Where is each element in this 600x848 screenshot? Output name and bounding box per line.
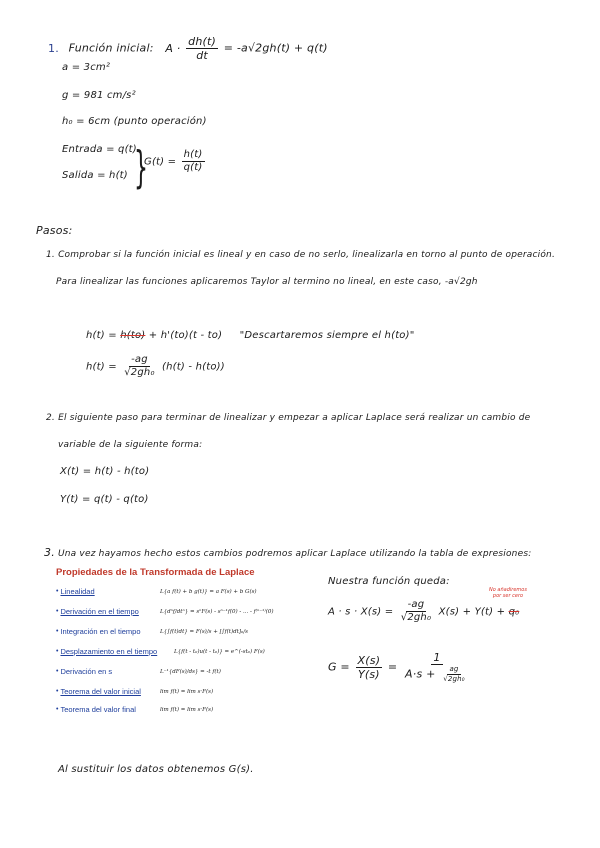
result-fraction [399,600,433,623]
final-text: Al sustituir los datos obtenemos G(s). [58,764,254,775]
step1-text: Comprobar si la función inicial es lineal y en caso de no serlo, linealizarla en torno al punto de operación. [58,250,556,260]
step2-number: 2. [46,413,55,423]
g-result-fraction [356,655,383,680]
step1-line2: Para linealizar las funciones aplicaremos Taylor al termino no lineal, en este caso, -a√2gh [56,277,478,287]
step3-text: Una vez hayamos hecho estos cambios podremos aplicar Laplace utilizando la tabla de expresiones: [57,549,532,559]
eq-rhs: = -a√2gh(t) + q(t) [223,41,328,55]
lin-numerator: -ag [131,354,148,365]
result-eq-left: A · s · X(s) = [328,606,394,618]
step1-number: 1. [46,250,55,260]
brace-symbol: } [134,142,148,193]
step1-line1 [46,250,555,260]
var-y: Y(t) = q(t) - q(to) [60,494,149,505]
g-final-numerator: 1 [433,651,441,664]
entrada-label: Entrada = q(t) [62,144,137,155]
eq-denominator: dt [196,49,208,62]
step2-line2: variable de la siguiente forma: [58,440,203,450]
table-row [56,627,141,636]
g-final-den-den: √2gh₀ [443,675,465,683]
table-row [56,587,95,596]
row-formula: lim f(t) = lim s·F(s) [160,689,214,695]
g-result-equals: = [387,660,398,674]
g-final-den-a: A·s + [405,667,436,681]
lin-lhs: h(t) = [86,361,117,373]
function-header [48,36,328,61]
pasos-title: Pasos: [36,224,73,237]
lin-rhs: (h(t) - h(to)) [162,361,225,373]
g-final-den-fraction [441,666,467,683]
row-label: Integración en el tiempo [60,627,141,636]
step2-line1 [46,413,530,423]
eq-numerator: dh(t) [188,35,217,48]
table-row [56,705,136,714]
row-formula: L⁻¹{dF(s)/ds} = -t f(t) [160,669,221,675]
bullet-icon: • [56,648,59,655]
result-denominator: √2gh₀ [400,612,432,623]
step3-line [44,546,531,559]
g-result-denominator: Y(s) [357,668,380,681]
table-row [56,607,139,616]
linearized-eq [86,355,225,378]
taylor-derivative: + h'(to)(t - to) [148,330,223,341]
row-formula: L{∫f(t)dt} = F(s)/s + [∫f(t)dt]₀/s [160,629,248,635]
bullet-icon: • [56,608,59,615]
result-title: Nuestra función queda: [328,576,450,587]
g-denominator: q(t) [183,162,203,173]
result-numerator: -ag [407,599,425,610]
eq-lhs: A · [165,41,181,55]
step2-text: El siguiente paso para terminar de linealizar y empezar a aplicar Laplace será realizar un cambio de [58,413,531,423]
g-final-den-num: ag [449,665,459,673]
g-fraction [182,150,205,173]
g-result-lhs: G = [328,660,350,674]
table-row [56,687,141,696]
function-label: Función inicial: [68,41,154,55]
row-formula: L{dⁿf/dtⁿ} = sⁿF(s) - sⁿ⁻¹f(0) - ... - f⁽ⁿ⁻¹⁾(0) [160,609,274,615]
param-g: g = 981 cm/s² [62,90,136,101]
section-number: 1. [48,41,59,55]
row-formula: L{a f(t) + b g(t)} = a F(s) + b G(s) [160,589,257,595]
row-label: Derivación en el tiempo [60,607,139,616]
g-final-fraction [403,652,471,683]
param-h0: h₀ = 6cm (punto operación) [62,116,207,127]
g-result [328,652,473,683]
g-result-numerator: X(s) [357,654,381,667]
g-final-denominator [403,665,471,683]
row-formula: L{f(t - t₀)u(t - t₀)} = e^(-st₀) F(s) [174,649,265,655]
result-equation [328,600,519,623]
transfer-function [144,150,207,173]
derivative-fraction [186,36,218,61]
laplace-properties-table [52,565,302,717]
var-x: X(t) = h(t) - h(to) [60,466,150,477]
taylor-expansion [86,330,415,341]
param-a: a = 3cm² [62,62,111,73]
row-label: Teorema del valor inicial [60,687,141,696]
bullet-icon: • [56,706,59,713]
step3-number: 3. [44,546,55,559]
taylor-lhs: h(t) = [86,330,117,341]
row-label: Derivación en s [60,667,113,676]
g-numerator: h(t) [183,149,203,160]
table-title: Propiedades de la Transformada de Laplace [56,567,255,578]
bullet-icon: • [56,588,59,595]
red-annotation: No añadiremos por ser cero [489,587,527,599]
taylor-note: "Descartaremos siempre el h(to)" [239,330,415,341]
row-formula: lim f(t) = lim s·F(s) [160,707,214,713]
lin-denominator: √2gh₀ [124,367,155,378]
result-eq-right: X(s) + Y(t) + [438,606,506,618]
row-label: Desplazamiento en el tiempo [60,647,158,656]
lin-fraction [122,355,156,378]
bullet-icon: • [56,668,59,675]
salida-label: Salida = h(t) [62,170,128,181]
table-row [56,647,157,656]
bullet-icon: • [56,688,59,695]
bullet-icon: • [56,628,59,635]
row-label: Teorema del valor final [60,705,136,714]
taylor-struck-term: h(to) [120,330,146,341]
result-q0: q₀ [508,606,520,618]
g-lhs: G(t) = [144,156,177,168]
table-row [56,667,112,676]
row-label: Linealidad [60,587,95,596]
